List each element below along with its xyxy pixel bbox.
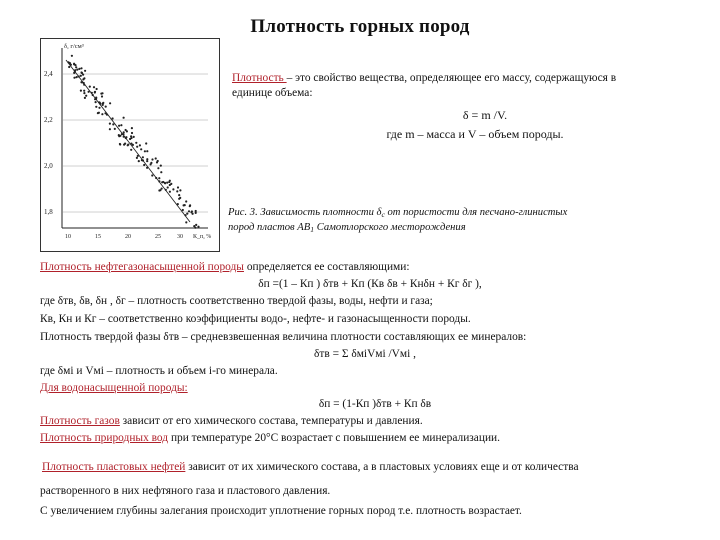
scatter-point [193, 225, 195, 227]
scatter-point [166, 182, 168, 184]
scatter-point [139, 144, 141, 146]
scatter-point [112, 123, 114, 125]
scatter-point [130, 149, 132, 151]
scatter-point [195, 224, 197, 226]
scatter-point [95, 101, 97, 103]
scatter-point [80, 71, 82, 73]
scatter-point [85, 95, 87, 97]
scatter-point [172, 188, 174, 190]
scatter-point [197, 226, 199, 228]
natural-water-line [40, 431, 500, 445]
natural-water-term-link[interactable]: Плотность природных вод [40, 432, 169, 444]
scatter-point [109, 102, 111, 104]
scatter-point [127, 144, 129, 146]
oil-term-link[interactable]: Плотность пластовых нефтей [42, 461, 186, 473]
scatter-point [161, 188, 163, 190]
scatter-point [146, 160, 148, 162]
scatter-point [101, 113, 103, 115]
scatter-point [123, 117, 125, 119]
scatter-point [151, 158, 153, 160]
definition-term-link[interactable]: Плотность [232, 72, 287, 84]
sat-line-3: где δтв, δв, δн , δг – плотность соответственно твердой фазы, воды, нефти и газа; [40, 295, 433, 307]
x-tick-label: 15 [95, 234, 101, 240]
scatter-point [140, 148, 142, 150]
oil-line-2: растворенного в них нефтяного газа и пластового давления. [40, 485, 331, 497]
scatter-point [94, 91, 96, 93]
scatter-point [98, 107, 100, 109]
scatter-point [182, 209, 184, 211]
scatter-point [157, 160, 159, 162]
scatter-point [102, 102, 104, 104]
sat-formula-2: δтв = Σ δмiVмi /Vмi , [314, 348, 416, 360]
scatter-point [145, 142, 147, 144]
scatter-point [80, 67, 82, 69]
caption-1-sub: с [381, 210, 385, 219]
figure-caption-1 [228, 206, 567, 222]
scatter-point [138, 160, 140, 162]
final-statement: С увеличением глубины залегания происходит уплотнение горных пород т.е. плотность возрастает. [40, 505, 522, 517]
scatter-point [164, 182, 166, 184]
scatter-point [178, 198, 180, 200]
x-tick-label: 10 [65, 234, 71, 240]
scatter-point [130, 135, 132, 137]
x-tick-label: 20 [125, 234, 131, 240]
scatter-point [167, 186, 169, 188]
scatter-point [188, 210, 190, 212]
scatter-point [93, 86, 95, 88]
scatter-point [98, 112, 100, 114]
scatter-point [102, 104, 104, 106]
scatter-point [170, 183, 172, 185]
scatter-point [75, 66, 77, 68]
scatter-point [109, 128, 111, 130]
scatter-point [151, 174, 153, 176]
scatter-point [109, 123, 111, 125]
scatter-point [157, 167, 159, 169]
scatter-point [146, 158, 148, 160]
scatter-point [177, 186, 179, 188]
y-tick-label: 2,0 [44, 162, 53, 170]
caption-1-rest: от пористости для песчано-глинистых [384, 207, 568, 218]
scatter-point [136, 157, 138, 159]
scatter-point [131, 127, 133, 129]
scatter-point [68, 66, 70, 68]
sat-line-4: Кв, Кн и Кг – соответственно коэффициенты водо-, нефте- и газонасыщенности породы. [40, 313, 471, 325]
scatter-point [119, 135, 121, 137]
scatter-point [96, 88, 98, 90]
y-tick-label: 2,4 [44, 70, 53, 78]
scatter-point [185, 221, 187, 223]
x-tick-label: 30 [177, 234, 183, 240]
scatter-point [150, 163, 152, 165]
scatter-point [169, 180, 171, 182]
definition-formula: δ = m /V. [462, 108, 508, 122]
scatter-point [82, 78, 84, 80]
scatter-point [142, 156, 144, 158]
water-formula: δп = (1-Кп )δтв + Кп δв [318, 398, 432, 410]
definition-where: где m – масса и V – объем породы. [386, 127, 564, 141]
scatter-point [95, 106, 97, 108]
scatter-point [160, 165, 162, 167]
scatter-point [101, 92, 103, 94]
scatter-point [119, 143, 121, 145]
scatter-point [114, 128, 116, 130]
scatter-point [80, 75, 82, 77]
sat-line-5: Плотность твердой фазы δтв – средневзвешенная величина плотности составляющих ее минералов: [40, 331, 527, 343]
sat-rest: определяется ее составляющими: [243, 261, 410, 273]
scatter-point [176, 190, 178, 192]
scatter-point [189, 205, 191, 207]
oil-rest: зависит от их химического состава, а в пластовых условиях еще и от количества [185, 461, 579, 473]
y-tick-label: 1,8 [44, 208, 53, 216]
scatter-point [143, 164, 145, 166]
scatter-point [105, 106, 107, 108]
scatter-point [118, 125, 120, 127]
density-porosity-figure [40, 38, 220, 252]
scatter-point [185, 200, 187, 202]
x-tick-label: 25 [155, 234, 161, 240]
scatter-point [89, 86, 91, 88]
y-tick-label: 2,2 [44, 116, 53, 124]
x-tick-label: К_п, % [193, 234, 212, 240]
scatter-point [135, 142, 137, 144]
scatter-point [71, 55, 73, 57]
scatter-point [169, 191, 171, 193]
caption-2-sub: 1 [310, 225, 315, 234]
water-line [40, 381, 188, 395]
scatter-point [80, 90, 82, 92]
definition-text-2: единице объема: [232, 87, 313, 99]
scatter-point [136, 146, 138, 148]
scatter-point [131, 132, 133, 134]
scatter-point [146, 150, 148, 152]
scatter-point [155, 157, 157, 159]
scatter-point [123, 131, 125, 133]
definition-line-1 [232, 71, 616, 85]
figure-caption-2 [228, 221, 466, 237]
sat-term-link[interactable]: Плотность нефтегазонасыщенной породы [40, 261, 244, 273]
scatter-point [124, 143, 126, 145]
figure-ylabel: δ, г/см³ [64, 43, 84, 50]
scatter-point [179, 189, 181, 191]
page-title: Плотность горных пород [250, 16, 470, 37]
definition-text-1: – это свойство вещества, определяющее его массу, содержащуюся в [286, 72, 617, 84]
scatter-point [162, 181, 164, 183]
scatter-point [160, 171, 162, 173]
scatter-point [78, 68, 80, 70]
scatter-point [84, 97, 86, 99]
caption-2-rest: Самотлорского месторождения [314, 222, 466, 233]
caption-1-text: Рис. 3. Зависимость плотности δ [228, 207, 382, 218]
gas-term-link[interactable]: Плотность газов [40, 415, 120, 427]
scatter-point [120, 124, 122, 126]
scatter-point [74, 64, 76, 66]
scatter-point [144, 150, 146, 152]
oil-line-1 [42, 460, 579, 474]
water-term-link[interactable]: Для водонасыщенной породы: [40, 382, 188, 394]
sat-line-1 [40, 260, 410, 274]
natural-water-rest: при температуре 20°С возрастает с повышением ее минерализации. [168, 432, 500, 444]
gas-rest: зависит от его химического состава, температуры и давления. [119, 415, 423, 427]
scatter-point [76, 76, 78, 78]
scatter-point [190, 211, 192, 213]
scatter-point [101, 95, 103, 97]
scatter-point [73, 77, 75, 79]
scatter-point [195, 210, 197, 212]
scatter-point [195, 212, 197, 214]
scatter-point [178, 194, 180, 196]
scatter-point [83, 92, 85, 94]
gas-line [40, 414, 423, 428]
scatter-point [76, 69, 78, 71]
scatter-point [186, 213, 188, 215]
scatter-point [84, 70, 86, 72]
sat-formula: δп =(1 – Кп ) δтв + Кп (Кв δв + Кнδн + Кг δг ), [258, 278, 482, 290]
scatter-point [158, 177, 160, 179]
sat-line-7: где δмi и Vмi – плотность и объем i-го минерала. [40, 365, 278, 377]
scatter-point [126, 130, 128, 132]
scatter-point [133, 136, 135, 138]
scatter-point [83, 90, 85, 92]
scatter-point [184, 204, 186, 206]
scatter-point [129, 138, 131, 140]
caption-2-text: пород пластов АВ [228, 222, 311, 233]
